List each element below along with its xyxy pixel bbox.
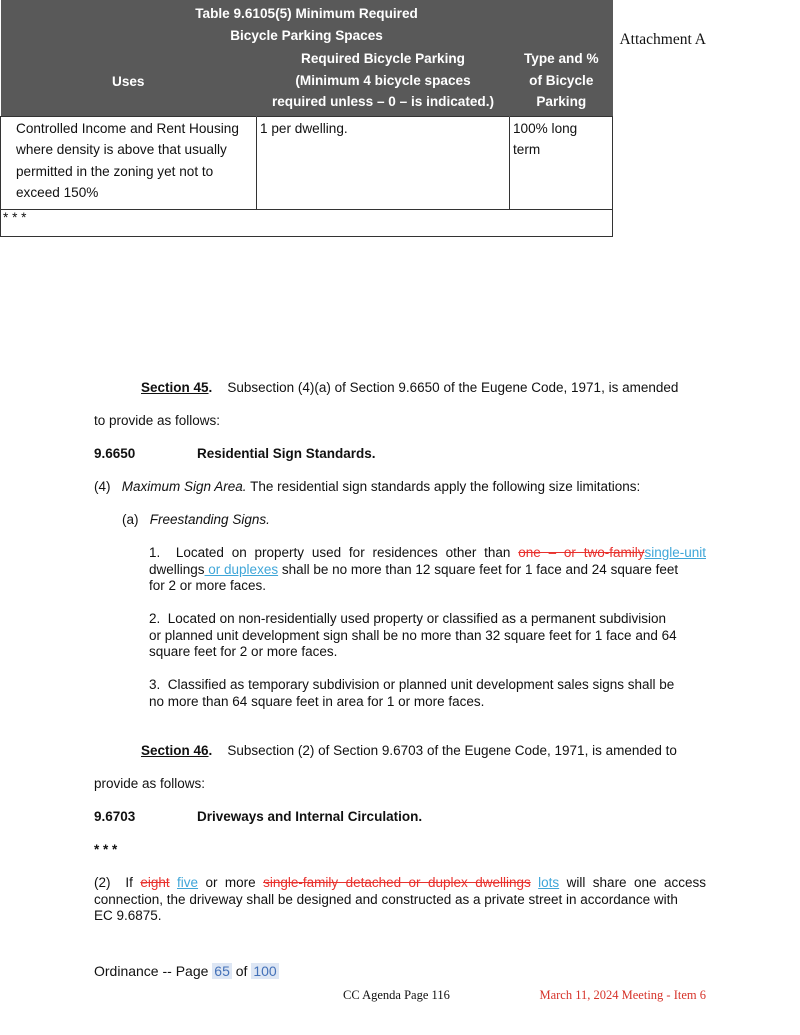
- deleted-text: single-family detached or duplex dwellings: [263, 875, 531, 890]
- subsection-4: (4) Maximum Sign Area. The residential sign standards apply the following size limitations:: [94, 479, 641, 494]
- table-stars: * * *: [1, 209, 613, 236]
- column-header-type: Type and % of Bicycle Parking: [510, 48, 613, 116]
- inserted-text: or duplexes: [204, 561, 279, 577]
- item-3: 3. Classified as temporary subdivision or planned unit development sales signs shall be no more than 64 square feet in area for 1 or more faces.: [149, 677, 675, 709]
- item-2: 2. Located on non-residentially used property or classified as a permanent subdivision or planned unit development sign shall be no more than 32 square feet for 1 face and 64 square feet for 2 or more faces.: [149, 611, 677, 659]
- deleted-text: one – or two-family: [518, 545, 645, 560]
- item-1: 1. Located on property used for residences other than one – or two-familysingle-unit dwellings or duplexes shall be no more than 12 square feet for 1 face and 24 square feet for 2 or more faces.: [149, 545, 706, 593]
- subsection-a: (a) Freestanding Signs.: [122, 512, 270, 527]
- section-46-intro: Section 46. Subsection (2) of Section 9.6703 of the Eugene Code, 1971, is amended to: [141, 743, 677, 758]
- section-45-label: Section 45: [141, 380, 209, 395]
- column-header-required: Required Bicycle Parking (Minimum 4 bicycle spaces required unless – 0 – is indicated.): [257, 48, 510, 116]
- table-title-row: [1, 0, 613, 48]
- column-header-uses: Uses: [1, 48, 257, 116]
- bicycle-parking-table: [0, 0, 613, 237]
- ordinance-page-footer: Ordinance -- Page 65 of 100: [94, 963, 277, 979]
- table-stars-row: [1, 209, 613, 236]
- attachment-label: Attachment A: [619, 31, 706, 48]
- meeting-label: March 11, 2024 Meeting - Item 6: [539, 988, 706, 1002]
- table-row: [1, 116, 613, 209]
- inserted-text: five: [177, 875, 199, 890]
- page-number: 65: [214, 963, 230, 979]
- inserted-text: lots: [538, 875, 560, 890]
- page-total: 100: [253, 963, 277, 979]
- section-heading-9-6650: 9.6650 Residential Sign Standards.: [94, 446, 376, 461]
- inserted-text: single-unit: [644, 545, 706, 560]
- section-46-intro-cont: provide as follows:: [94, 776, 206, 791]
- cell-type: 100% long term: [510, 116, 613, 209]
- table-header-row: [1, 48, 613, 116]
- cell-required: 1 per dwelling.: [257, 116, 510, 209]
- section-heading-9-6703: 9.6703 Driveways and Internal Circulation.: [94, 809, 423, 824]
- subsection-2: (2) If eight five or more single-family detached or duplex dwellings lots will share one access connection, the driveway shall be designed and constructed as a private street in accordance with EC 9.6875.: [94, 875, 706, 923]
- section-45-intro-cont: to provide as follows:: [94, 413, 221, 428]
- section-46-stars: * * *: [94, 842, 118, 857]
- deleted-text: eight: [140, 875, 170, 890]
- section-45-intro: Section 45. Subsection (4)(a) of Section 9.6650 of the Eugene Code, 1971, is amended: [141, 380, 679, 395]
- cell-use: Controlled Income and Rent Housing where density is above that usually permitted in the zoning yet not to exceed 150%: [1, 116, 257, 209]
- agenda-page: CC Agenda Page 116: [343, 988, 450, 1002]
- table-title: Table 9.6105(5) Minimum Required Bicycle Parking Spaces: [1, 0, 613, 48]
- section-46-label: Section 46: [141, 743, 209, 758]
